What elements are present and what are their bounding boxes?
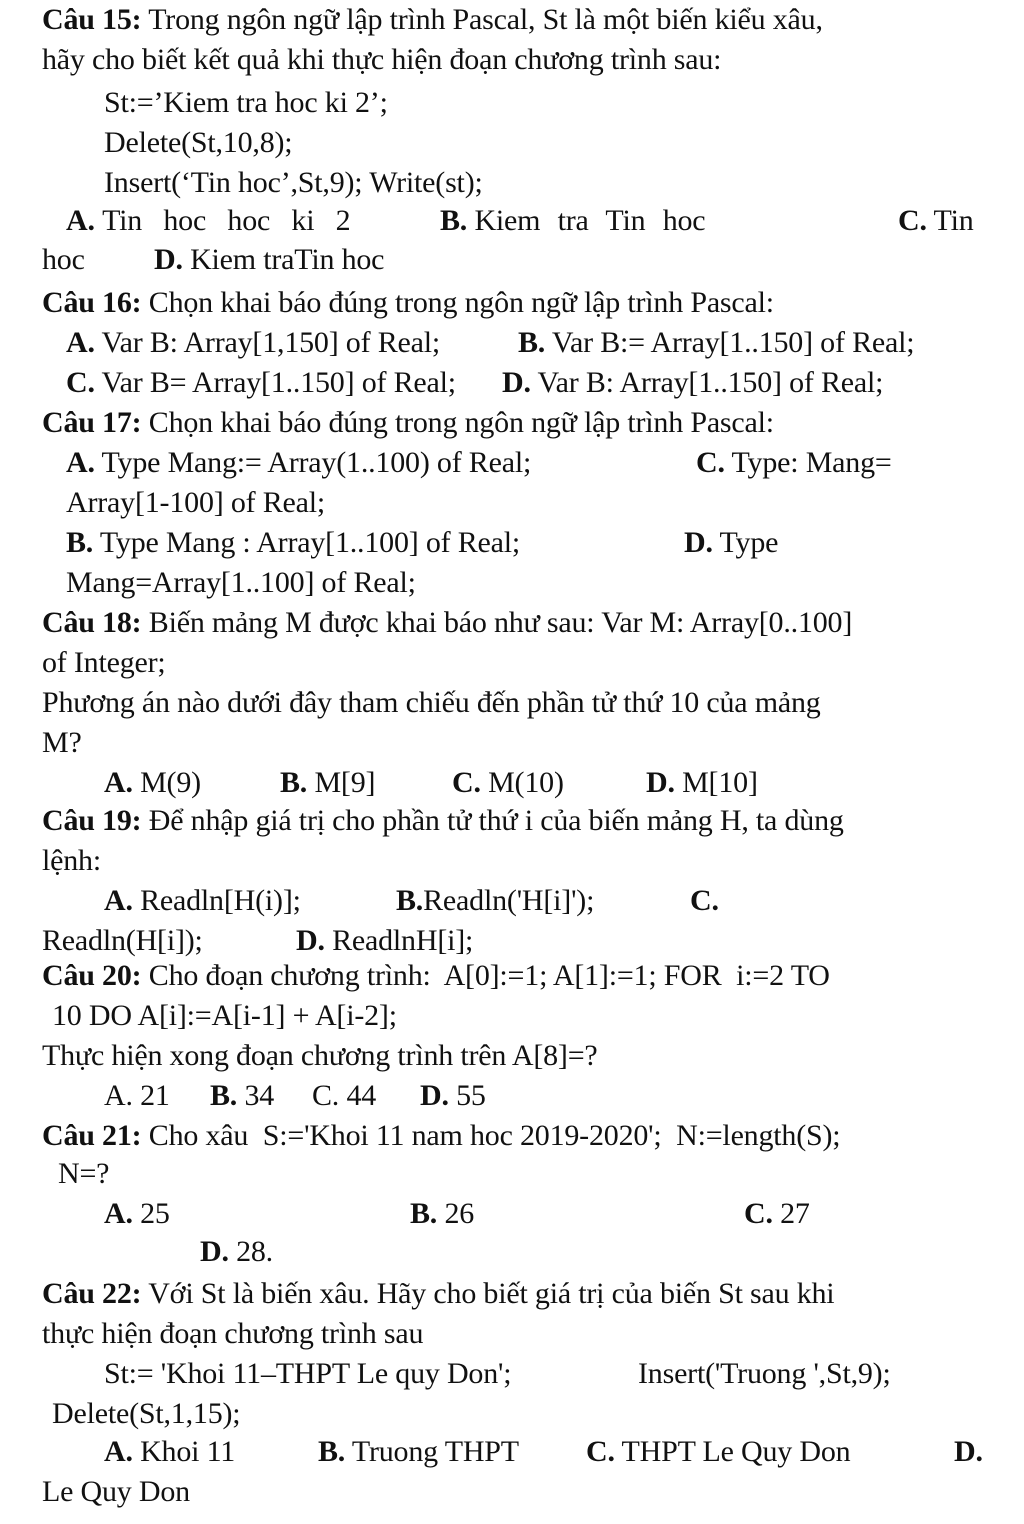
q15-label: Câu 15: bbox=[42, 3, 142, 36]
q18-text3: Phương án nào dưới đây tham chiếu đến phần tử thứ 10 của mảng bbox=[42, 686, 821, 719]
q15-code1: St:=’Kiem tra hoc ki 2’; bbox=[104, 86, 388, 119]
q19-option-a: A. Readln[H(i)]; bbox=[104, 884, 301, 917]
q19-options-row2 bbox=[42, 923, 982, 959]
q22-stem-line1: Câu 22: Với St là biến xâu. Hãy cho biết giá trị của biến St sau khi bbox=[42, 1277, 835, 1310]
q21-option-c: C. 27 bbox=[744, 1197, 810, 1230]
q15-stem-line1 bbox=[42, 2, 823, 38]
q22-code1: St:= 'Khoi 11–THPT Le quy Don'; bbox=[104, 1357, 512, 1390]
q19-text2: lệnh: bbox=[42, 844, 101, 877]
q19-option-c: Readln(H[i]); bbox=[42, 924, 203, 957]
q16-option-d: D. Var B: Array[1..150] of Real; bbox=[502, 366, 884, 399]
q19-option-b: B.Readln('H[i]'); bbox=[396, 884, 595, 917]
q20-option-d: D. 55 bbox=[420, 1079, 486, 1112]
q20-options-row bbox=[104, 1078, 704, 1114]
q16-option-a: A. Var B: Array[1,150] of Real; bbox=[66, 326, 441, 359]
q16-options-row1 bbox=[66, 325, 1006, 361]
q17-option-c: C. Type: Mang= bbox=[696, 446, 892, 479]
q21-stem-line1: Câu 21: Cho xâu S:='Khoi 11 nam hoc 2019-2020'; N:=length(S); bbox=[42, 1119, 841, 1152]
q15-options-row2 bbox=[42, 242, 982, 278]
q18-label: Câu 18: bbox=[42, 606, 142, 639]
q15-option-c: C. Tin bbox=[898, 204, 974, 237]
q19-label: Câu 19: bbox=[42, 804, 142, 837]
q19-stem-line1: Câu 19: Để nhập giá trị cho phần tử thứ i của biến mảng H, ta dùng bbox=[42, 804, 844, 837]
q16-option-c: C. Var B= Array[1..150] of Real; bbox=[66, 366, 456, 399]
q22-label: Câu 22: bbox=[42, 1277, 142, 1310]
q22-option-c: C. THPT Le Quy Don bbox=[586, 1435, 851, 1468]
q18-text4: M? bbox=[42, 726, 82, 759]
q18-option-c: C. M(10) bbox=[452, 766, 564, 799]
q17-options-row2 bbox=[66, 525, 1006, 561]
q17-option-a: A. Type Mang:= Array(1..100) of Real; bbox=[66, 446, 532, 479]
q15-option-c-cont: hoc bbox=[42, 243, 85, 276]
q22-code-row1 bbox=[104, 1356, 1004, 1392]
q22-option-d-label: D. bbox=[954, 1435, 983, 1468]
q16-option-b: B. Var B:= Array[1..150] of Real; bbox=[518, 326, 915, 359]
q21-option-d: D. 28. bbox=[200, 1235, 273, 1268]
q17-option-d-cont: Mang=Array[1..100] of Real; bbox=[66, 566, 416, 599]
q17-label: Câu 17: bbox=[42, 406, 142, 439]
q22-code3: Delete(St,1,15); bbox=[52, 1397, 241, 1430]
q19-option-d: D. ReadlnH[i]; bbox=[296, 924, 474, 957]
q16-options-row2 bbox=[66, 365, 1006, 401]
q15-option-b: B. Kiem tra Tin hoc bbox=[440, 204, 706, 237]
q17-option-c-cont: Array[1-100] of Real; bbox=[66, 486, 326, 519]
q21-text2: N=? bbox=[58, 1157, 110, 1190]
q18-stem-line1: Câu 18: Biến mảng M được khai báo như sau: Var M: Array[0..100] bbox=[42, 606, 853, 639]
q22-text2: thực hiện đoạn chương trình sau bbox=[42, 1317, 424, 1350]
q19-option-c-label: C. bbox=[690, 884, 719, 917]
q20-option-a: A. 21 bbox=[104, 1079, 170, 1112]
q15-options-row bbox=[66, 203, 1006, 239]
q20-option-b: B. 34 bbox=[210, 1079, 275, 1112]
q15-option-a: A. Tin hoc hoc ki 2 bbox=[66, 204, 351, 237]
q18-text2: of Integer; bbox=[42, 646, 166, 679]
q20-text3: Thực hiện xong đoạn chương trình trên A[8]=? bbox=[42, 1039, 598, 1072]
q22-code2: Insert('Truong ',St,9); bbox=[638, 1357, 891, 1390]
q15-option-d: D. Kiem traTin hoc bbox=[154, 243, 385, 276]
q21-options-row1 bbox=[104, 1196, 1004, 1232]
q16-label: Câu 16: bbox=[42, 286, 142, 319]
q15-code2: Delete(St,10,8); bbox=[104, 126, 293, 159]
q22-option-b: B. Truong THPT bbox=[318, 1435, 519, 1468]
q16-stem: Câu 16: Chọn khai báo đúng trong ngôn ngữ lập trình Pascal: bbox=[42, 286, 774, 319]
q18-option-b: B. M[9] bbox=[280, 766, 376, 799]
q17-stem: Câu 17: Chọn khai báo đúng trong ngôn ngữ lập trình Pascal: bbox=[42, 406, 774, 439]
q20-option-c: C. 44 bbox=[312, 1079, 377, 1112]
q15-text2: hãy cho biết kết quả khi thực hiện đoạn chương trình sau: bbox=[42, 43, 722, 76]
q17-option-d: D. Type bbox=[684, 526, 779, 559]
q20-label: Câu 20: bbox=[42, 959, 142, 992]
q18-options-row bbox=[104, 765, 1004, 801]
q21-option-a: A. 25 bbox=[104, 1197, 170, 1230]
q17-option-b: B. Type Mang : Array[1..100] of Real; bbox=[66, 526, 521, 559]
q22-option-d: Le Quy Don bbox=[42, 1475, 190, 1508]
q17-options-row1 bbox=[66, 445, 1006, 481]
q21-label: Câu 21: bbox=[42, 1119, 142, 1152]
q20-stem-line1: Câu 20: Cho đoạn chương trình: A[0]:=1; A[1]:=1; FOR i:=2 TO bbox=[42, 959, 830, 992]
q21-option-b: B. 26 bbox=[410, 1197, 475, 1230]
q18-option-a: A. M(9) bbox=[104, 766, 201, 799]
q20-text2: 10 DO A[i]:=A[i-1] + A[i-2]; bbox=[52, 999, 397, 1032]
q18-option-d: D. M[10] bbox=[646, 766, 758, 799]
q22-options-row bbox=[104, 1434, 1004, 1470]
q22-option-a: A. Khoi 11 bbox=[104, 1435, 236, 1468]
q15-text1: Trong ngôn ngữ lập trình Pascal, St là một biến kiểu xâu, bbox=[148, 3, 823, 36]
q19-options-row1 bbox=[104, 883, 1004, 919]
q15-code3: Insert(‘Tin hoc’,St,9); Write(st); bbox=[104, 166, 483, 199]
